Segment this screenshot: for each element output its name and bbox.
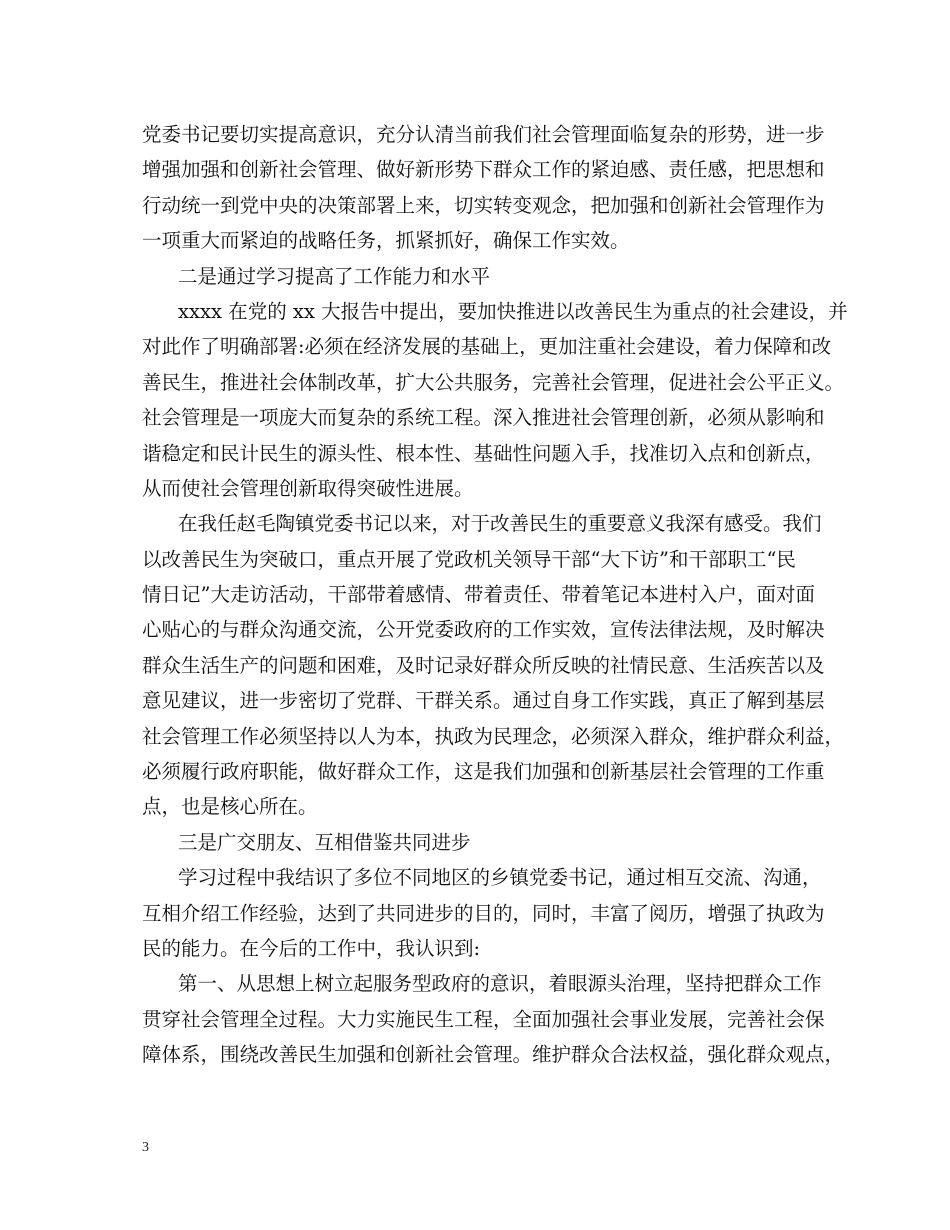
text-line: 贯穿社会管理全过程。大力实施民生工程，全面加强社会事业发展，完善社会保 bbox=[142, 1007, 825, 1031]
text-line: 谐稳定和民计民生的源头性、根本性、基础性问题入手，找准切入点和创新点， bbox=[142, 441, 825, 465]
text-line: 互相介绍工作经验，达到了共同进步的目的，同时，丰富了阅历，增强了执政为 bbox=[142, 901, 825, 925]
text-line: 对此作了明确部署:必须在经济发展的基础上，更加注重社会建设，着力保障和改 bbox=[142, 335, 832, 359]
text-line: 社会管理工作必须坚持以人为本，执政为民理念，必须深入群众，维护群众利益， bbox=[142, 724, 845, 748]
text-line: 意见建议，进一步密切了党群、干群关系。通过自身工作实践，真正了解到基层 bbox=[142, 689, 825, 713]
text-line: 在我任赵毛陶镇党委书记以来，对于改善民生的重要意义我深有感受。我们 bbox=[178, 512, 822, 536]
text-line: 群众生活生产的问题和困难，及时记录好群众所反映的社情民意、生活疾苦以及 bbox=[142, 653, 825, 677]
section-heading: 三是广交朋友、互相借鉴共同进步 bbox=[178, 830, 471, 854]
text-line: 第一、从思想上树立起服务型政府的意识，着眼源头治理，坚持把群众工作 bbox=[178, 972, 822, 996]
text-line: 善民生，推进社会体制改革，扩大公共服务，完善社会管理，促进社会公平正义。 bbox=[142, 370, 845, 394]
text-line: 情日记”大走访活动，干部带着感情、带着责任、带着笔记本进村入户，面对面 bbox=[142, 583, 815, 607]
text-line: 必须履行政府职能，做好群众工作，这是我们加强和创新基层社会管理的工作重 bbox=[142, 760, 825, 784]
text-line: 从而使社会管理创新取得突破性进展。 bbox=[142, 476, 474, 500]
text-line: 以改善民生为突破口，重点开展了党政机关领导干部“大下访”和干部职工“民 bbox=[142, 547, 796, 571]
text-line: 障体系，围绕改善民生加强和创新社会管理。维护群众合法权益，强化群众观点， bbox=[142, 1043, 845, 1067]
section-heading: 二是通过学习提高了工作能力和水平 bbox=[178, 264, 491, 288]
text-line: xxxx 在党的 xx 大报告中提出，要加快推进以改善民生为重点的社会建设，并 bbox=[178, 299, 848, 323]
body-text bbox=[142, 117, 848, 1073]
text-line: 学习过程中我结识了多位不同地区的乡镇党委书记，通过相互交流、沟通， bbox=[178, 866, 822, 890]
text-line: 党委书记要切实提高意识，充分认清当前我们社会管理面临复杂的形势，进一步 bbox=[142, 123, 825, 146]
text-line: 一项重大而紧迫的战略任务，抓紧抓好，确保工作实效。 bbox=[142, 229, 630, 253]
text-line: 行动统一到党中央的决策部署上来，切实转变观念，把加强和创新社会管理作为 bbox=[142, 193, 825, 217]
page-number: 3 bbox=[142, 1140, 149, 1155]
text-line: 社会管理是一项庞大而复杂的系统工程。深入推进社会管理创新，必须从影响和 bbox=[142, 406, 825, 430]
text-line: 点，也是核心所在。 bbox=[142, 795, 318, 819]
text-line: 增强加强和创新社会管理、做好新形势下群众工作的紧迫感、责任感，把思想和 bbox=[142, 158, 825, 182]
text-line: 民的能力。在今后的工作中，我认识到: bbox=[142, 936, 481, 960]
text-line: 心贴心的与群众沟通交流，公开党委政府的工作实效，宣传法律法规，及时解决 bbox=[142, 618, 825, 642]
